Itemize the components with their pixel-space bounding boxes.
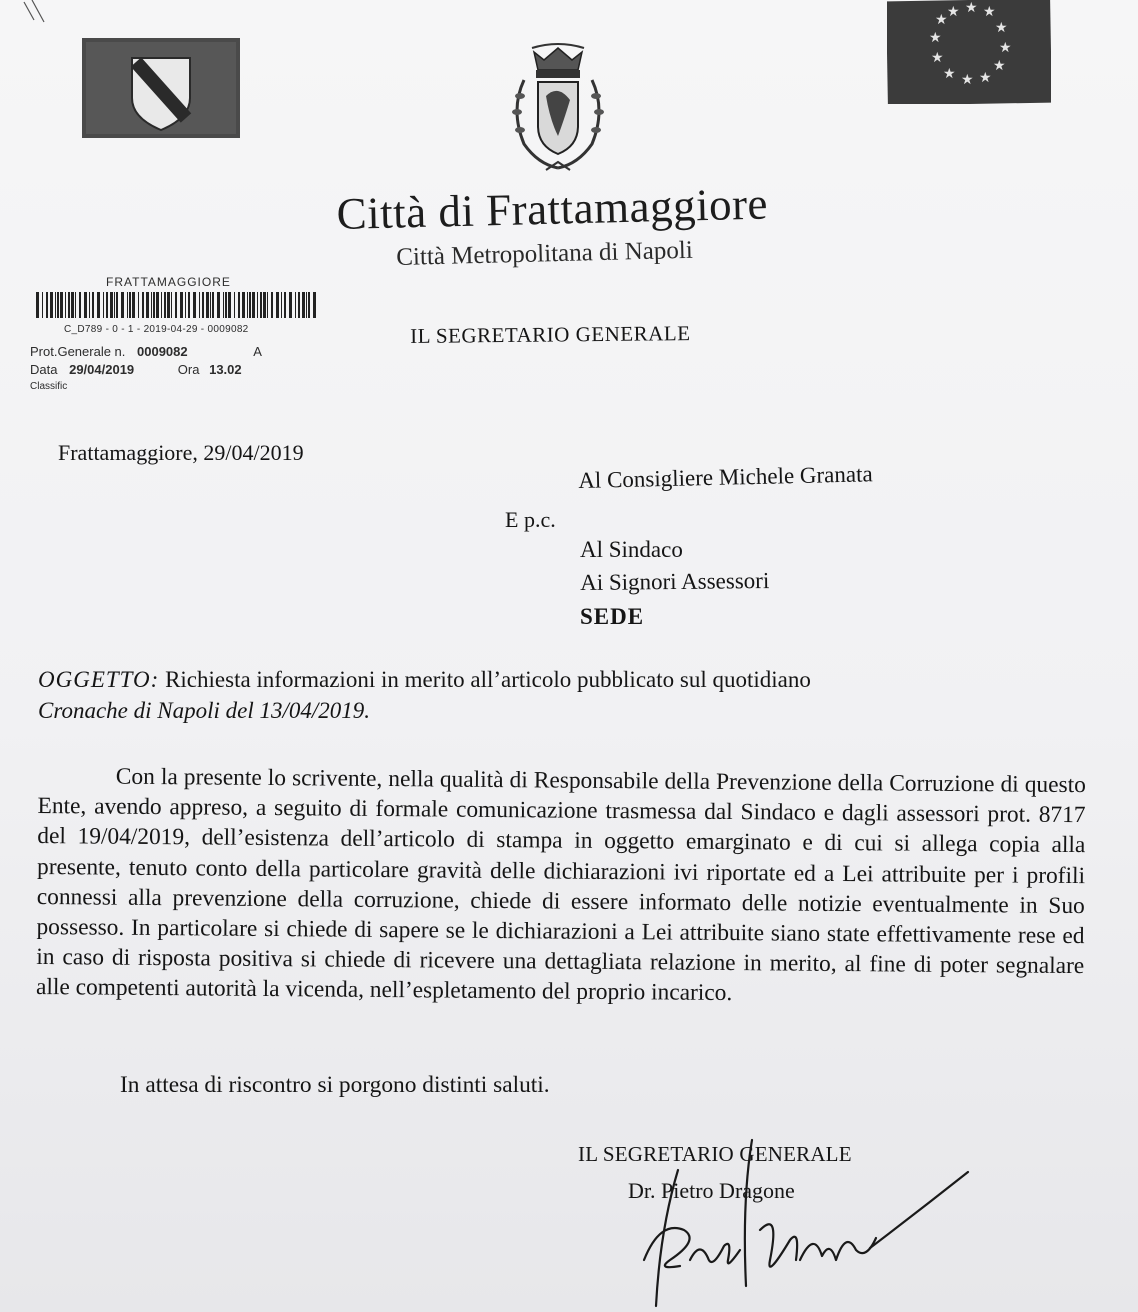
barcode-bar [146, 292, 149, 318]
subject-label: OGGETTO: [38, 667, 160, 692]
barcode-bar [212, 292, 214, 318]
stamp-prot-letter: A [253, 344, 262, 359]
barcode-bar [75, 292, 76, 318]
place-and-date: Frattamaggiore, 29/04/2019 [58, 440, 304, 465]
barcode-bar [223, 292, 224, 318]
stamp-class-label: Classific [30, 381, 68, 392]
barcode-bar [167, 292, 170, 318]
barcode-bar [55, 292, 56, 318]
subject-block [38, 664, 1084, 726]
stamp-data-label: Data [30, 362, 58, 377]
city-coat-of-arms-logo [502, 40, 614, 180]
barcode-bar [153, 292, 155, 318]
svg-text:★: ★ [983, 4, 996, 20]
barcode-bar [110, 292, 113, 318]
barcode-bar [225, 292, 227, 318]
barcode-bar [156, 292, 159, 318]
barcode-bar [129, 292, 131, 318]
svg-text:★: ★ [947, 4, 960, 20]
svg-text:★: ★ [929, 30, 942, 46]
svg-text:★: ★ [995, 20, 1008, 36]
signature-role: IL SEGRETARIO GENERALE [578, 1142, 852, 1166]
subject-text: Richiesta informazioni in merito all’articolo pubblicato sul quotidiano [165, 667, 811, 692]
barcode-bar [60, 292, 63, 318]
barcode-bar [267, 292, 268, 318]
cc-label: E p.c. [505, 507, 556, 532]
barcode-bar [271, 292, 273, 318]
barcode-bar [92, 292, 94, 318]
barcode-bar [298, 292, 300, 318]
barcode-bar [161, 292, 162, 318]
barcode-bar [238, 292, 240, 318]
stamp-data-value: 29/04/2019 [69, 362, 135, 377]
city-title: Città di Frattamaggiore [336, 178, 769, 239]
closing-line: In attesa di riscontro si porgono distinti saluti. [120, 1072, 550, 1098]
barcode-bar [36, 292, 39, 318]
barcode-bar [276, 292, 279, 318]
barcode-bar [121, 292, 124, 318]
barcode-bar [84, 292, 87, 318]
barcode-bar [206, 292, 209, 318]
signature-name: Dr. Pietro Dragone [628, 1178, 795, 1203]
barcode-bar [202, 292, 204, 318]
barcode-bar [249, 292, 251, 318]
barcode [36, 292, 316, 318]
cc-recipient-1: Al Sindaco [580, 537, 683, 562]
svg-text:★: ★ [931, 50, 944, 66]
city-subtitle: Città Metropolitana di Napoli [396, 236, 694, 271]
barcode-bar [252, 292, 255, 318]
barcode-bar [65, 292, 66, 318]
barcode-bar [257, 292, 258, 318]
stamp-date-line [30, 362, 242, 377]
barcode-bar [46, 292, 48, 318]
region-emblem-logo [82, 38, 240, 138]
svg-text:★: ★ [993, 58, 1006, 74]
barcode-bar [210, 292, 211, 318]
barcode-bar [171, 292, 172, 318]
barcode-bar [281, 292, 282, 318]
svg-text:★: ★ [943, 66, 956, 82]
barcode-bar [308, 292, 310, 318]
stamp-prot-label: Prot.Generale n. [30, 344, 126, 359]
barcode-bar [302, 292, 305, 318]
stamp-code: C_D789 - 0 - 1 - 2019-04-29 - 0009082 [64, 324, 249, 335]
letter-body: Con la presente lo scrivente, nella qualità di Responsabile della Prevenzione della Corruzione di questo Ente, avendo appreso, a seguito di formale comunicazione trasmessa dal Sindaco e dagli assessori prot. 8717 del 19/04/2019, dell’esistenza dell’articolo di stampa in oggetto emarginato e di cui si allega copia alla presente, tenuto conto della particolare gravità delle dichiarazioni ivi riportate ed a Lei attribuite per i profili connessi alla prevenzione della corruzione, chiede di essere informato delle notizie eventualmente in Suo possesso. In particolare si chiede di sapere se le dichiarazioni a Lei attribuite siano state effettivamente rese ed in caso di risposta positiva si chiede di ricevere una dettagliata relazione in merito, al fine di poter segnalare alle competenti autorità la vicenda, nell’espletamento del proprio incarico. [35, 763, 1086, 1007]
eu-flag-logo [887, 0, 1051, 104]
barcode-bar [260, 292, 262, 318]
barcode-bar [263, 292, 266, 318]
office-title: IL SEGRETARIO GENERALE [410, 321, 691, 348]
barcode-bar [306, 292, 307, 318]
barcode-bar [199, 292, 200, 318]
svg-text:★: ★ [979, 70, 992, 86]
barcode-bar [217, 292, 220, 318]
barcode-bar [151, 292, 152, 318]
barcode-bar [193, 292, 196, 318]
protocol-stamp [28, 272, 318, 402]
barcode-bar [188, 292, 190, 318]
cc-recipient-2: Ai Signori Assessori [580, 568, 770, 595]
sede-label: SEDE [580, 604, 645, 629]
barcode-bar [97, 292, 100, 318]
barcode-bar [132, 292, 135, 318]
barcode-bar [114, 292, 115, 318]
barcode-bar [127, 292, 128, 318]
barcode-bar [175, 292, 177, 318]
barcode-bar [247, 292, 248, 318]
scan-mark [22, 0, 52, 26]
barcode-bar [228, 292, 231, 318]
barcode-bar [284, 292, 286, 318]
stamp-prot-number: 0009082 [137, 344, 188, 359]
barcode-bar [142, 292, 144, 318]
stamp-ora-label: Ora [177, 362, 200, 377]
barcode-bar [234, 292, 235, 318]
svg-text:★: ★ [965, 0, 978, 16]
barcode-bar [289, 292, 292, 318]
stamp-prot-line [30, 344, 262, 359]
barcode-bar [313, 292, 316, 318]
svg-text:★: ★ [961, 72, 974, 88]
barcode-bar [50, 292, 53, 318]
stamp-municipality: FRATTAMAGGIORE [106, 275, 231, 289]
barcode-bar [185, 292, 186, 318]
recipient-main: Al Consigliere Michele Granata [578, 461, 873, 493]
barcode-bar [180, 292, 183, 318]
barcode-bar [295, 292, 296, 318]
svg-text:★: ★ [935, 12, 948, 28]
subject-text-italic: Cronache di Napoli del 13/04/2019. [38, 698, 370, 723]
svg-text:★: ★ [999, 40, 1012, 56]
barcode-bar [242, 292, 245, 318]
barcode-bar [103, 292, 104, 318]
barcode-bar [116, 292, 118, 318]
barcode-bar [89, 292, 90, 318]
barcode-bar [57, 292, 59, 318]
barcode-bar [138, 292, 139, 318]
barcode-bar [106, 292, 108, 318]
barcode-bar [68, 292, 70, 318]
handwritten-signature [600, 1110, 980, 1312]
barcode-bar [42, 292, 43, 318]
stamp-ora-value: 13.02 [209, 362, 242, 377]
barcode-bar [164, 292, 166, 318]
barcode-bar [79, 292, 81, 318]
barcode-bar [71, 292, 74, 318]
